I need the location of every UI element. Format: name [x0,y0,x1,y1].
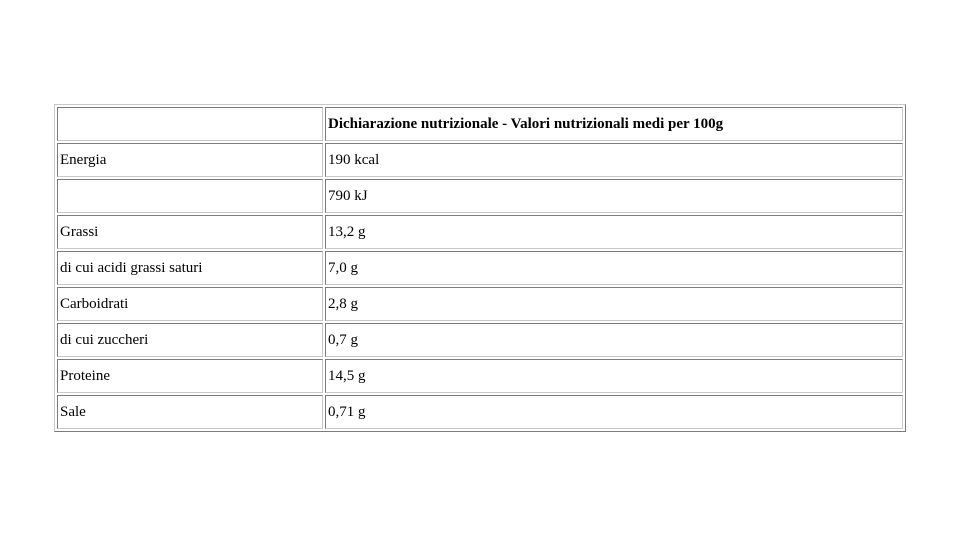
table-row-acidi-grassi-saturi [57,251,903,285]
nutrient-value: 7,0 g [325,251,903,285]
nutrient-label: Energia [57,143,323,177]
nutrient-value: 0,7 g [325,323,903,357]
table-row-energia-kj [57,179,903,213]
nutrient-label: Grassi [57,215,323,249]
nutrient-label: di cui zuccheri [57,323,323,357]
nutrition-table [54,104,906,432]
table-row-energia-kcal [57,143,903,177]
nutrient-label: Proteine [57,359,323,393]
nutrient-value: 13,2 g [325,215,903,249]
nutrient-value: 0,71 g [325,395,903,429]
nutrient-label: di cui acidi grassi saturi [57,251,323,285]
nutrient-value: 790 kJ [325,179,903,213]
nutrient-label: Sale [57,395,323,429]
nutrient-value: 2,8 g [325,287,903,321]
table-row-grassi [57,215,903,249]
table-header-row [57,107,903,141]
nutrient-label [57,179,323,213]
header-title-cell: Dichiarazione nutrizionale - Valori nutrizionali medi per 100g [325,107,903,141]
table-row-proteine [57,359,903,393]
nutrient-value: 14,5 g [325,359,903,393]
nutrient-label: Carboidrati [57,287,323,321]
header-label-cell [57,107,323,141]
table-row-zuccheri [57,323,903,357]
table-row-carboidrati [57,287,903,321]
nutrient-value: 190 kcal [325,143,903,177]
table-row-sale [57,395,903,429]
